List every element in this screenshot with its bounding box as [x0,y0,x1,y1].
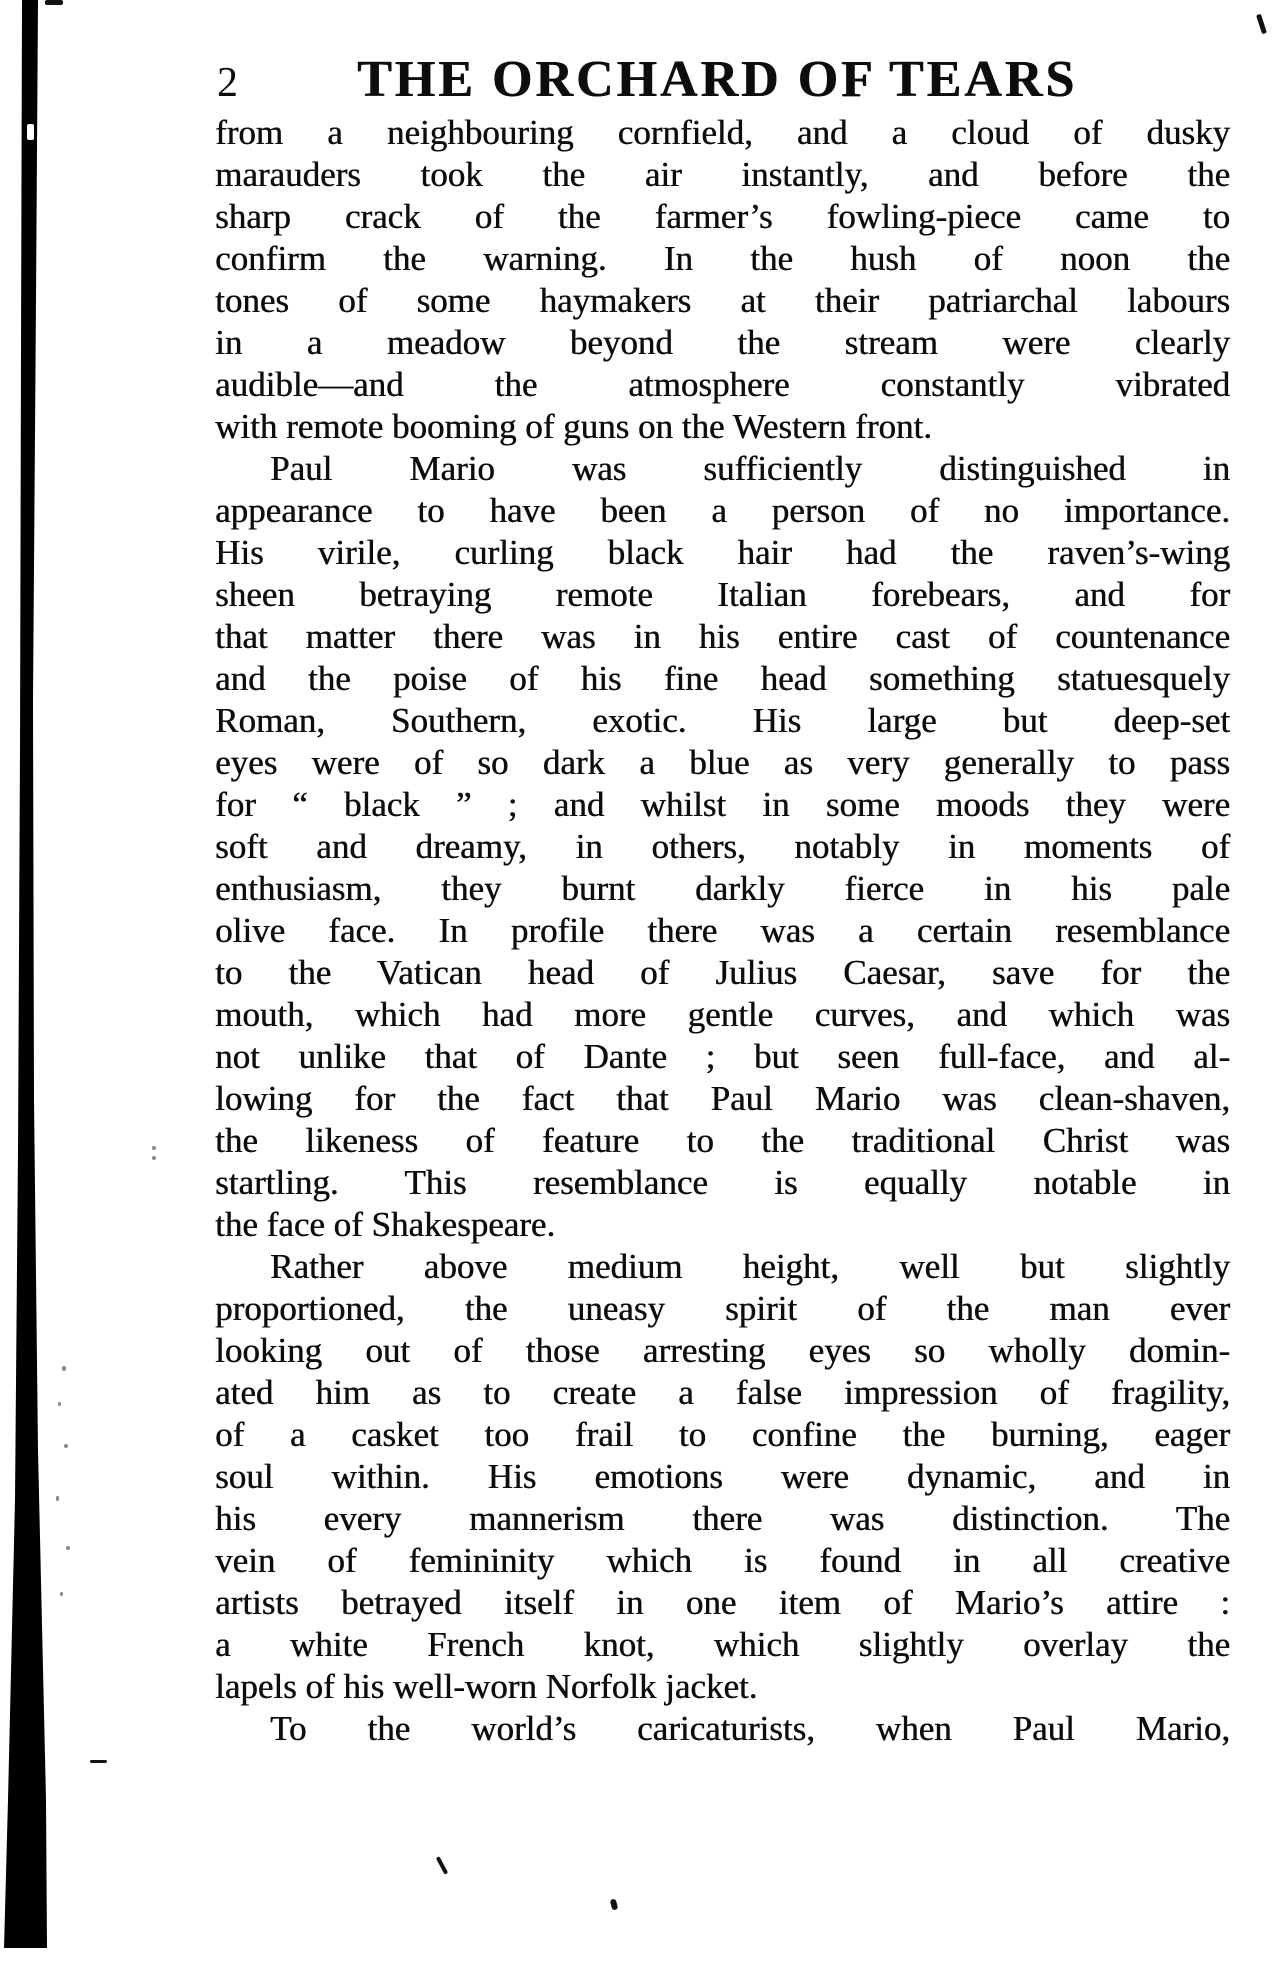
text-line: for “ black ” ; and whilst in some moods they were [215,785,1230,824]
text-line: ated him as to create a false impression of fragility, [215,1373,1230,1412]
text-line: enthusiasm, they burnt darkly fierce in his pale [215,869,1230,908]
scan-slash-mark [436,1856,448,1875]
text-line: audible—and the atmosphere constantly vibrated [215,365,1230,404]
text-line: soul within. His emotions were dynamic, and in [215,1457,1230,1496]
scan-dot [58,1402,61,1406]
text-line: a white French knot, which slightly overlay the [215,1625,1230,1664]
text-line: Paul Mario was sufficiently distinguished in [270,449,1230,488]
text-line: His virile, curling black hair had the raven’s-wing [215,533,1230,572]
scan-dot [60,1592,63,1596]
text-line: from a neighbouring cornfield, and a cloud of dusky [215,113,1230,152]
text-line: not unlike that of Dante ; but seen full-face, and al- [215,1037,1230,1076]
text-line: marauders took the air instantly, and before the [215,155,1230,194]
scan-dot [62,1366,66,1371]
paragraph [215,448,1230,1246]
text-line: confirm the warning. In the hush of noon the [215,239,1230,278]
text-line: soft and dreamy, in others, notably in moments of [215,827,1230,866]
scan-speck-top-left [45,0,63,5]
body-text [215,112,1230,1750]
scan-dot [66,1546,70,1550]
scan-dot [152,1156,156,1160]
text-line: lapels of his well-worn Norfolk jacket. [215,1667,758,1706]
text-line: that matter there was in his entire cast of countenance [215,617,1230,656]
text-line: To the world’s caricaturists, when Paul Mario, [270,1709,1230,1748]
page-title: THE ORCHARD OF TEARS [357,51,1078,108]
scan-dot [64,1444,68,1448]
text-line: Roman, Southern, exotic. His large but deep-set [215,701,1230,740]
scan-dot [56,1496,59,1501]
text-line: sharp crack of the farmer’s fowling-piece came to [215,197,1230,236]
text-line: vein of femininity which is found in all creative [215,1541,1230,1580]
text-line: appearance to have been a person of no importance. [215,491,1230,530]
text-line: the face of Shakespeare. [215,1205,556,1244]
text-line: to the Vatican head of Julius Caesar, save for the [215,953,1230,992]
gutter-bar-shape [0,0,60,1948]
text-line: and the poise of his fine head something statuesquely [215,659,1230,698]
text-line: his every mannerism there was distinction. The [215,1499,1230,1538]
text-line: the likeness of feature to the traditional Christ was [215,1121,1230,1160]
scan-dot [152,1146,156,1150]
text-line: startling. This resemblance is equally notable in [215,1163,1230,1202]
text-line: with remote booming of guns on the Western front. [215,407,932,446]
text-line: olive face. In profile there was a certain resemblance [215,911,1230,950]
scan-gutter-bar [0,0,60,1948]
scan-dash [90,1760,107,1763]
text-line: lowing for the fact that Paul Mario was clean-shaven, [215,1079,1230,1118]
text-line: sheen betraying remote Italian forebears, and for [215,575,1230,614]
text-line: Rather above medium height, well but slightly [270,1247,1230,1286]
paragraph [215,112,1230,448]
scan-bar-notch [27,124,34,140]
paragraph [215,1246,1230,1708]
text-line: tones of some haymakers at their patriarchal labours [215,281,1230,320]
text-line: eyes were of so dark a blue as very generally to pass [215,743,1230,782]
text-line: looking out of those arresting eyes so wholly domin- [215,1331,1230,1370]
paragraph [215,1708,1230,1750]
text-line: mouth, which had more gentle curves, and which was [215,995,1230,1034]
text-line: proportioned, the uneasy spirit of the man ever [215,1289,1230,1328]
scan-dot [610,1898,619,1910]
text-line: artists betrayed itself in one item of Mario’s attire : [215,1583,1230,1622]
text-line: of a casket too frail to confine the burning, eager [215,1415,1230,1454]
running-head [215,48,1230,106]
text-line: in a meadow beyond the stream were clearly [215,323,1230,362]
scan-speck-top-right [1256,14,1267,35]
page-number: 2 [217,60,238,106]
